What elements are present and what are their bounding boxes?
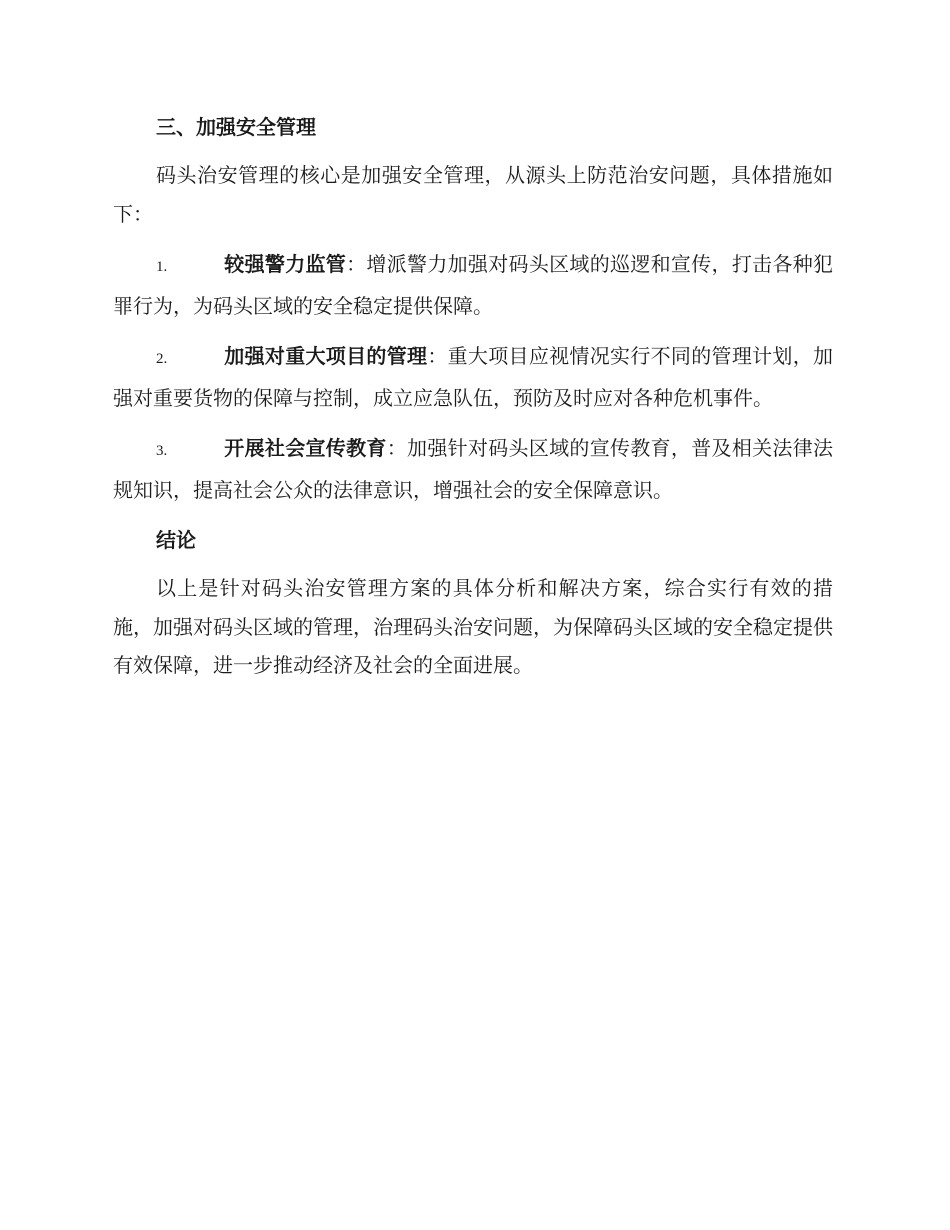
list-item bbox=[113, 429, 833, 509]
section-heading: 三、加强安全管理 bbox=[156, 115, 316, 139]
list-item-text: 加强针对码头区域的宣传教育，普及相关法律法规知识，提高社会公众的法律意识，增强社会的安全保障意识。 bbox=[113, 436, 834, 502]
list-item-text: 增派警力加强对码头区域的巡逻和宣传，打击各种犯罪行为，为码头区域的安全稳定提供保障。 bbox=[113, 252, 834, 318]
section-intro: 码头治安管理的核心是加强安全管理，从源头上防范治安问题，具体措施如下： bbox=[113, 163, 833, 226]
list-item bbox=[113, 337, 833, 417]
list-item-title: 较强警力监管 bbox=[224, 252, 347, 276]
list-item-number: 3. bbox=[156, 443, 168, 459]
list-item-colon: ： bbox=[386, 436, 408, 460]
list-item bbox=[113, 245, 833, 325]
conclusion-text: 以上是针对码头治安管理方案的具体分析和解决方案，综合实行有效的措施，加强对码头区域的管理，治理码头治安问题，为保障码头区域的安全稳定提供有效保障，进一步推动经济及社会的全面进展。 bbox=[113, 576, 833, 677]
list-item-number: 2. bbox=[156, 351, 168, 367]
list-item-title: 加强对重大项目的管理 bbox=[224, 344, 428, 368]
conclusion-heading: 结论 bbox=[156, 528, 196, 552]
list-item-colon: ： bbox=[346, 252, 367, 276]
document-page bbox=[113, 108, 833, 697]
list-item-number: 1. bbox=[156, 259, 168, 275]
list-item-title: 开展社会宣传教育 bbox=[224, 436, 387, 460]
list-item-text: 重大项目应视情况实行不同的管理计划，加强对重要货物的保障与控制，成立应急队伍，预防及时应对各种危机事件。 bbox=[113, 344, 834, 410]
list-item-colon: ： bbox=[427, 344, 448, 368]
